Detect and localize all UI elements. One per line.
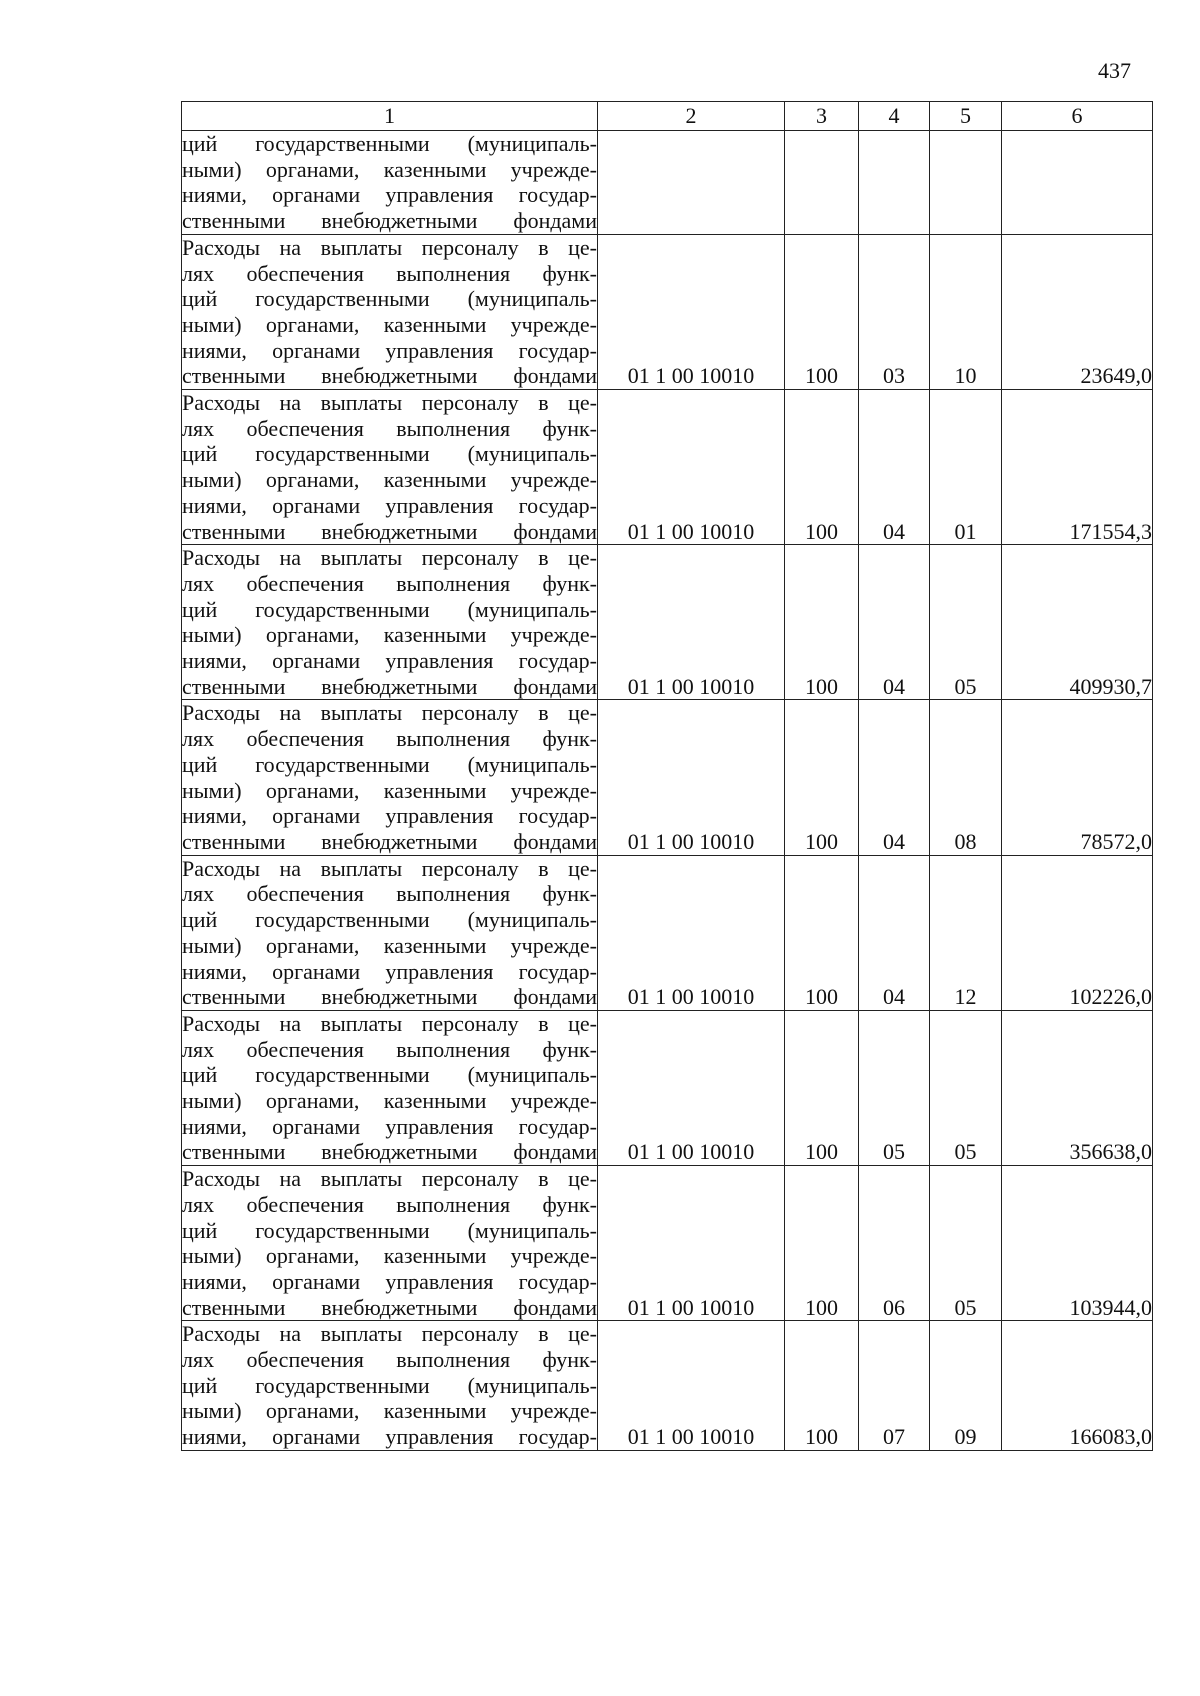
- column-header-2: 2: [598, 102, 785, 131]
- amount-value: 102226,0: [1002, 855, 1153, 1010]
- budget-table: [181, 101, 1153, 1451]
- page-number: 437: [1098, 58, 1131, 83]
- subsection-code: 05: [930, 545, 1002, 700]
- column-header-3: 3: [785, 102, 859, 131]
- description-line: ниями, органами управления государ-: [182, 1424, 597, 1450]
- description-line: ственными внебюджетными фондами: [182, 363, 597, 389]
- amount-value: 409930,7: [1002, 545, 1153, 700]
- description-line: ственными внебюджетными фондами: [182, 1294, 597, 1320]
- target-article-code: 01 1 00 10010: [598, 1321, 785, 1451]
- description-line: ций государственными (муниципаль-: [182, 1372, 597, 1398]
- description-line: ций государственными (муниципаль-: [182, 286, 597, 312]
- description-line: Расходы на выплаты персоналу в це-: [182, 1166, 597, 1192]
- table-row: [182, 545, 1153, 700]
- description-line: ственными внебюджетными фондами: [182, 208, 597, 234]
- description-line: ственными внебюджетными фондами: [182, 984, 597, 1010]
- table-row: [182, 131, 1153, 235]
- description-line: лях обеспечения выполнения функ-: [182, 726, 597, 752]
- amount-value: 103944,0: [1002, 1166, 1153, 1321]
- description-line: ций государственными (муниципаль-: [182, 907, 597, 933]
- table-row: [182, 855, 1153, 1010]
- description-line: ниями, органами управления государ-: [182, 648, 597, 674]
- description-line: ными) органами, казенными учрежде-: [182, 311, 597, 337]
- table-row: [182, 1321, 1153, 1451]
- description-line: Расходы на выплаты персоналу в це-: [182, 855, 597, 881]
- table-row: [182, 700, 1153, 855]
- section-code: 03: [859, 234, 930, 389]
- table-body: [182, 131, 1153, 1451]
- description-line: ниями, органами управления государ-: [182, 1268, 597, 1294]
- description-line: ниями, органами управления государ-: [182, 337, 597, 363]
- expense-description: [182, 234, 598, 389]
- column-header-6: 6: [1002, 102, 1153, 131]
- description-line: Расходы на выплаты персоналу в це-: [182, 545, 597, 571]
- subsection-code: 01: [930, 390, 1002, 545]
- description-line: лях обеспечения выполнения функ-: [182, 1036, 597, 1062]
- expense-description: [182, 700, 598, 855]
- expense-description: [182, 390, 598, 545]
- description-line: ными) органами, казенными учрежде-: [182, 932, 597, 958]
- description-line: ций государственными (муниципаль-: [182, 1062, 597, 1088]
- column-header-5: 5: [930, 102, 1002, 131]
- description-line: ниями, органами управления государ-: [182, 803, 597, 829]
- section-code: 04: [859, 700, 930, 855]
- amount-value: [1002, 131, 1153, 235]
- subsection-code: [930, 131, 1002, 235]
- expense-type-code: 100: [785, 700, 859, 855]
- target-article-code: 01 1 00 10010: [598, 234, 785, 389]
- expense-type-code: 100: [785, 390, 859, 545]
- expense-type-code: 100: [785, 1321, 859, 1451]
- expense-description: [182, 855, 598, 1010]
- expense-description: [182, 1321, 598, 1451]
- target-article-code: 01 1 00 10010: [598, 855, 785, 1010]
- description-line: ций государственными (муниципаль-: [182, 596, 597, 622]
- description-line: ными) органами, казенными учрежде-: [182, 777, 597, 803]
- description-line: лях обеспечения выполнения функ-: [182, 260, 597, 286]
- section-code: 04: [859, 545, 930, 700]
- description-line: ственными внебюджетными фондами: [182, 518, 597, 544]
- description-line: Расходы на выплаты персоналу в це-: [182, 700, 597, 726]
- expense-type-code: 100: [785, 1010, 859, 1165]
- amount-value: 171554,3: [1002, 390, 1153, 545]
- description-line: ными) органами, казенными учрежде-: [182, 622, 597, 648]
- subsection-code: 05: [930, 1166, 1002, 1321]
- subsection-code: 09: [930, 1321, 1002, 1451]
- section-code: 04: [859, 390, 930, 545]
- amount-value: 78572,0: [1002, 700, 1153, 855]
- description-line: ственными внебюджетными фондами: [182, 673, 597, 699]
- description-line: ниями, органами управления государ-: [182, 1113, 597, 1139]
- expense-description: [182, 1010, 598, 1165]
- target-article-code: 01 1 00 10010: [598, 1166, 785, 1321]
- subsection-code: 12: [930, 855, 1002, 1010]
- expense-type-code: 100: [785, 545, 859, 700]
- target-article-code: [598, 131, 785, 235]
- description-line: ниями, органами управления государ-: [182, 958, 597, 984]
- description-line: ственными внебюджетными фондами: [182, 828, 597, 854]
- description-line: лях обеспечения выполнения функ-: [182, 1191, 597, 1217]
- subsection-code: 10: [930, 234, 1002, 389]
- amount-value: 23649,0: [1002, 234, 1153, 389]
- section-code: 06: [859, 1166, 930, 1321]
- description-line: лях обеспечения выполнения функ-: [182, 415, 597, 441]
- description-line: лях обеспечения выполнения функ-: [182, 881, 597, 907]
- subsection-code: 05: [930, 1010, 1002, 1165]
- description-line: лях обеспечения выполнения функ-: [182, 570, 597, 596]
- description-line: ными) органами, казенными учрежде-: [182, 156, 597, 182]
- amount-value: 356638,0: [1002, 1010, 1153, 1165]
- target-article-code: 01 1 00 10010: [598, 390, 785, 545]
- expense-description: [182, 545, 598, 700]
- column-header-4: 4: [859, 102, 930, 131]
- expense-type-code: 100: [785, 234, 859, 389]
- description-line: ниями, органами управления государ-: [182, 492, 597, 518]
- column-header-1: 1: [182, 102, 598, 131]
- description-line: ций государственными (муниципаль-: [182, 441, 597, 467]
- description-line: Расходы на выплаты персоналу в це-: [182, 234, 597, 260]
- expense-type-code: 100: [785, 855, 859, 1010]
- target-article-code: 01 1 00 10010: [598, 545, 785, 700]
- description-line: ций государственными (муниципаль-: [182, 131, 597, 156]
- expense-description: [182, 1166, 598, 1321]
- expense-type-code: 100: [785, 1166, 859, 1321]
- header-row: [182, 102, 1153, 131]
- table-row: [182, 390, 1153, 545]
- description-line: Расходы на выплаты персоналу в це-: [182, 1010, 597, 1036]
- section-code: 05: [859, 1010, 930, 1165]
- expense-type-code: [785, 131, 859, 235]
- description-line: ниями, органами управления государ-: [182, 182, 597, 208]
- description-line: ций государственными (муниципаль-: [182, 1217, 597, 1243]
- section-code: 07: [859, 1321, 930, 1451]
- description-line: ными) органами, казенными учрежде-: [182, 1398, 597, 1424]
- table-row: [182, 1010, 1153, 1165]
- amount-value: 166083,0: [1002, 1321, 1153, 1451]
- description-line: ными) органами, казенными учрежде-: [182, 1088, 597, 1114]
- table-row: [182, 234, 1153, 389]
- description-line: лях обеспечения выполнения функ-: [182, 1347, 597, 1373]
- subsection-code: 08: [930, 700, 1002, 855]
- section-code: 04: [859, 855, 930, 1010]
- description-line: ственными внебюджетными фондами: [182, 1139, 597, 1165]
- description-line: ными) органами, казенными учрежде-: [182, 1243, 597, 1269]
- target-article-code: 01 1 00 10010: [598, 1010, 785, 1165]
- target-article-code: 01 1 00 10010: [598, 700, 785, 855]
- expense-description: [182, 131, 598, 235]
- description-line: ций государственными (муниципаль-: [182, 751, 597, 777]
- description-line: ными) органами, казенными учрежде-: [182, 467, 597, 493]
- table-row: [182, 1166, 1153, 1321]
- description-line: Расходы на выплаты персоналу в це-: [182, 390, 597, 416]
- description-line: Расходы на выплаты персоналу в це-: [182, 1321, 597, 1347]
- section-code: [859, 131, 930, 235]
